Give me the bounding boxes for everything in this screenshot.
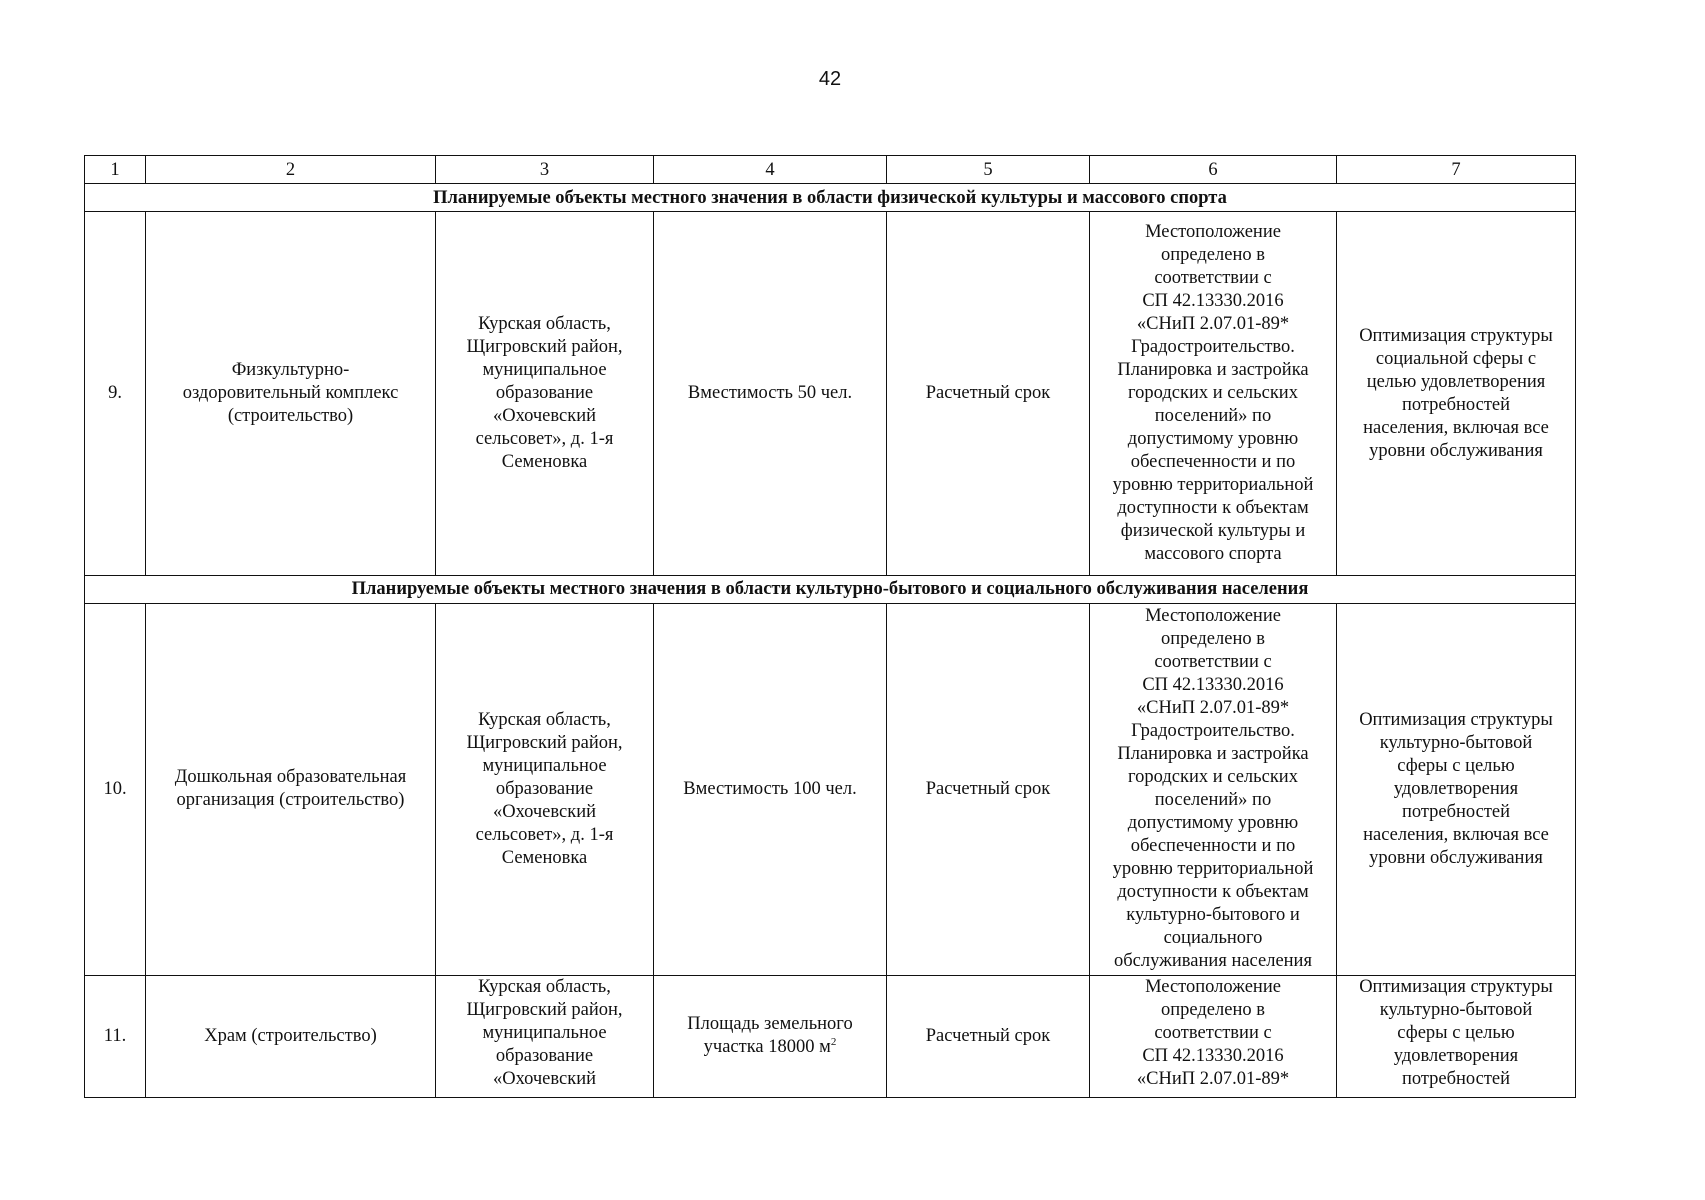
row-number: 9.: [85, 212, 146, 575]
parameters-text: Площадь земельного участка 18000 м: [687, 1014, 853, 1058]
location-justification: Местоположение определено в соответствии с СП 42.13330.2016 «СНиП 2.07.01-89* Градостроительство. Планировка и застройка городских и сельских поселений» по допустимому уровню обеспеченности и по уровню территориальной доступности к объектам культурно-бытового и социального обслуживания населения: [1090, 603, 1337, 975]
column-number: 2: [146, 156, 436, 184]
table-row: [85, 603, 1576, 975]
section-row-sports: [85, 184, 1576, 212]
section-row-social: [85, 575, 1576, 603]
section-title: Планируемые объекты местного значения в области культурно-бытового и социального обслуживания населения: [85, 575, 1576, 603]
object-location: Курская область, Щигровский район, муниципальное образование «Охочевский сельсовет», д. 1-я Семеновка: [436, 603, 654, 975]
object-parameters: Вместимость 100 чел.: [654, 603, 887, 975]
planned-objects-table: [84, 155, 1576, 1098]
object-location: Курская область, Щигровский район, муниципальное образование «Охочевский: [436, 975, 654, 1097]
table-row: [85, 212, 1576, 575]
object-purpose: Оптимизация структуры социальной сферы с целью удовлетворения потребностей населения, включая все уровни обслуживания: [1337, 212, 1576, 575]
implementation-term: Расчетный срок: [887, 212, 1090, 575]
column-number: 1: [85, 156, 146, 184]
object-name: Физкультурно- оздоровительный комплекс (строительство): [146, 212, 436, 575]
table-row: [85, 975, 1576, 1097]
row-number: 10.: [85, 603, 146, 975]
row-number: 11.: [85, 975, 146, 1097]
superscript-two: 2: [830, 1036, 837, 1049]
column-number: 5: [887, 156, 1090, 184]
location-justification: Местоположение определено в соответствии с СП 42.13330.2016 «СНиП 2.07.01-89* Градостроительство. Планировка и застройка городских и сельских поселений» по допустимому уровню обеспеченности и по уровню территориальной доступности к объектам физической культуры и массового спорта: [1090, 212, 1337, 575]
column-number: 7: [1337, 156, 1576, 184]
section-title: Планируемые объекты местного значения в области физической культуры и массового спорта: [85, 184, 1576, 212]
implementation-term: Расчетный срок: [887, 975, 1090, 1097]
object-parameters: Вместимость 50 чел.: [654, 212, 887, 575]
page-number: 42: [818, 68, 842, 90]
object-name: Дошкольная образовательная организация (строительство): [146, 603, 436, 975]
column-number: 3: [436, 156, 654, 184]
column-number: 4: [654, 156, 887, 184]
object-name: Храм (строительство): [146, 975, 436, 1097]
object-purpose: Оптимизация структуры культурно-бытовой сферы с целью удовлетворения потребностей: [1337, 975, 1576, 1097]
implementation-term: Расчетный срок: [887, 603, 1090, 975]
object-purpose: Оптимизация структуры культурно-бытовой сферы с целью удовлетворения потребностей населения, включая все уровни обслуживания: [1337, 603, 1576, 975]
column-number: 6: [1090, 156, 1337, 184]
object-location: Курская область, Щигровский район, муниципальное образование «Охочевский сельсовет», д. 1-я Семеновка: [436, 212, 654, 575]
location-justification: Местоположение определено в соответствии с СП 42.13330.2016 «СНиП 2.07.01-89*: [1090, 975, 1337, 1097]
column-number-row: [85, 156, 1576, 184]
object-parameters: [654, 975, 887, 1097]
